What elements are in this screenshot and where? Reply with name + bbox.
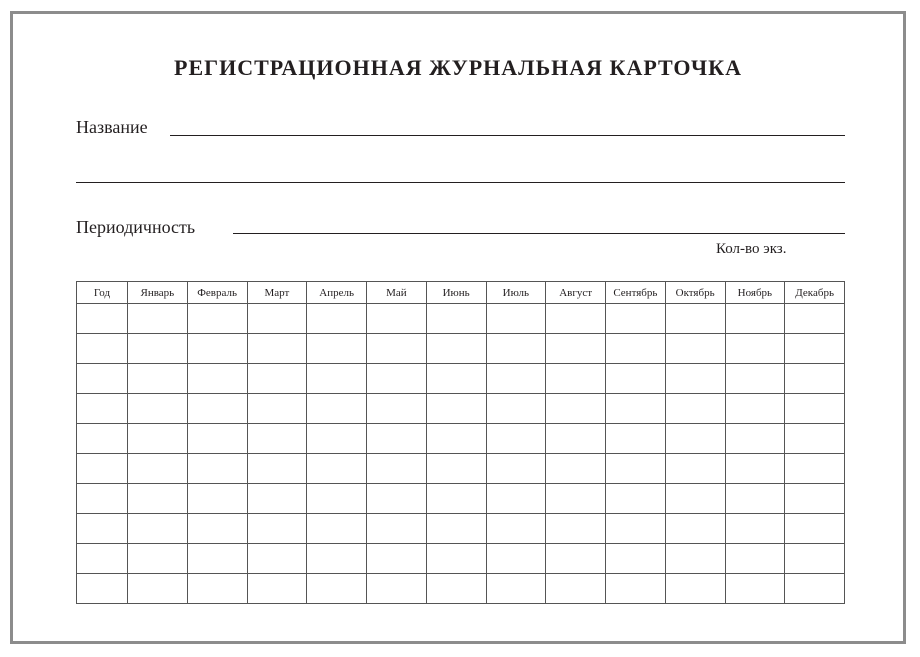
grid-cell[interactable] (606, 394, 666, 424)
grid-cell[interactable] (307, 574, 367, 604)
grid-cell[interactable] (426, 484, 486, 514)
grid-cell[interactable] (426, 424, 486, 454)
grid-cell[interactable] (725, 364, 785, 394)
grid-cell[interactable] (128, 334, 188, 364)
grid-cell[interactable] (606, 424, 666, 454)
grid-cell[interactable] (187, 304, 247, 334)
grid-cell[interactable] (128, 304, 188, 334)
grid-cell[interactable] (307, 364, 367, 394)
grid-cell[interactable] (367, 544, 427, 574)
grid-cell[interactable] (367, 364, 427, 394)
grid-cell[interactable] (247, 364, 307, 394)
header-december: Декабрь (785, 282, 845, 304)
grid-cell[interactable] (247, 424, 307, 454)
copies-label: Кол-во экз. (716, 241, 787, 257)
grid-row (77, 514, 845, 544)
grid-cell[interactable] (486, 424, 546, 454)
grid-cell[interactable] (247, 394, 307, 424)
grid-cell[interactable] (128, 454, 188, 484)
grid-cell[interactable] (307, 454, 367, 484)
grid-cell[interactable] (307, 484, 367, 514)
header-april: Апрель (307, 282, 367, 304)
grid-cell[interactable] (187, 334, 247, 364)
header-year: Год (77, 282, 128, 304)
grid-cell[interactable] (785, 334, 845, 364)
grid-cell[interactable] (486, 454, 546, 484)
grid-cell[interactable] (77, 334, 128, 364)
grid-cell[interactable] (785, 364, 845, 394)
grid-cell[interactable] (725, 484, 785, 514)
grid-cell[interactable] (665, 334, 725, 364)
grid-cell[interactable] (785, 544, 845, 574)
grid-cell[interactable] (247, 454, 307, 484)
grid-cell[interactable] (486, 364, 546, 394)
name-continuation-line[interactable] (76, 182, 845, 183)
grid-cell[interactable] (307, 304, 367, 334)
grid-cell[interactable] (187, 484, 247, 514)
grid-cell[interactable] (606, 514, 666, 544)
grid-cell[interactable] (486, 544, 546, 574)
grid-cell[interactable] (128, 514, 188, 544)
grid-cell[interactable] (426, 394, 486, 424)
grid-row (77, 484, 845, 514)
grid-row (77, 334, 845, 364)
grid-cell[interactable] (606, 484, 666, 514)
grid-cell[interactable] (77, 364, 128, 394)
grid-row (77, 454, 845, 484)
grid-cell[interactable] (606, 364, 666, 394)
grid-cell[interactable] (665, 514, 725, 544)
grid-cell[interactable] (367, 484, 427, 514)
grid-cell[interactable] (486, 514, 546, 544)
grid-cell[interactable] (546, 484, 606, 514)
grid-cell[interactable] (725, 334, 785, 364)
grid-cell[interactable] (546, 424, 606, 454)
grid-cell[interactable] (367, 424, 427, 454)
grid-cell[interactable] (546, 364, 606, 394)
grid-cell[interactable] (128, 574, 188, 604)
grid-cell[interactable] (367, 304, 427, 334)
grid-cell[interactable] (77, 304, 128, 334)
grid-cell[interactable] (77, 484, 128, 514)
grid-cell[interactable] (785, 454, 845, 484)
grid-cell[interactable] (247, 574, 307, 604)
grid-body (77, 304, 845, 604)
registration-card (10, 11, 906, 644)
grid-row (77, 394, 845, 424)
grid-cell[interactable] (426, 514, 486, 544)
grid-cell[interactable] (606, 454, 666, 484)
grid-cell[interactable] (785, 424, 845, 454)
grid-cell[interactable] (128, 424, 188, 454)
grid-cell[interactable] (665, 484, 725, 514)
grid-cell[interactable] (665, 364, 725, 394)
grid-cell[interactable] (486, 394, 546, 424)
grid-cell[interactable] (606, 334, 666, 364)
grid-cell[interactable] (187, 574, 247, 604)
grid-cell[interactable] (606, 304, 666, 334)
grid-cell[interactable] (77, 514, 128, 544)
grid-cell[interactable] (426, 574, 486, 604)
grid-cell[interactable] (725, 394, 785, 424)
header-july: Июль (486, 282, 546, 304)
header-november: Ноябрь (725, 282, 785, 304)
grid-cell[interactable] (187, 514, 247, 544)
grid-row (77, 544, 845, 574)
grid-cell[interactable] (187, 364, 247, 394)
grid-cell[interactable] (77, 544, 128, 574)
grid-cell[interactable] (187, 394, 247, 424)
grid-cell[interactable] (725, 424, 785, 454)
grid-cell[interactable] (546, 394, 606, 424)
header-june: Июнь (426, 282, 486, 304)
periodicity-label: Периодичность (76, 217, 196, 237)
grid-header-row (77, 282, 845, 304)
grid-cell[interactable] (247, 334, 307, 364)
header-february: Февраль (187, 282, 247, 304)
grid-cell[interactable] (665, 424, 725, 454)
grid-cell[interactable] (77, 574, 128, 604)
subscription-grid (76, 281, 845, 604)
grid-cell[interactable] (77, 394, 128, 424)
grid-cell[interactable] (486, 304, 546, 334)
grid-cell[interactable] (307, 394, 367, 424)
header-october: Октябрь (665, 282, 725, 304)
grid-cell[interactable] (367, 454, 427, 484)
grid-cell[interactable] (367, 394, 427, 424)
grid-cell[interactable] (785, 394, 845, 424)
grid-cell[interactable] (247, 514, 307, 544)
grid-cell[interactable] (725, 544, 785, 574)
header-may: Май (367, 282, 427, 304)
header-march: Март (247, 282, 307, 304)
grid-cell[interactable] (307, 334, 367, 364)
grid-cell[interactable] (546, 574, 606, 604)
grid-cell[interactable] (426, 334, 486, 364)
header-september: Сентябрь (606, 282, 666, 304)
header-january: Январь (128, 282, 188, 304)
grid-cell[interactable] (77, 454, 128, 484)
grid-cell[interactable] (426, 544, 486, 574)
grid-cell[interactable] (486, 574, 546, 604)
grid-cell[interactable] (247, 484, 307, 514)
grid-row (77, 364, 845, 394)
grid-cell[interactable] (725, 304, 785, 334)
header-august: Август (546, 282, 606, 304)
grid-cell[interactable] (367, 334, 427, 364)
grid-cell[interactable] (187, 454, 247, 484)
grid-cell[interactable] (247, 544, 307, 574)
grid-cell[interactable] (546, 304, 606, 334)
grid-cell[interactable] (546, 334, 606, 364)
grid-cell[interactable] (247, 304, 307, 334)
grid-cell[interactable] (665, 544, 725, 574)
grid-cell[interactable] (307, 514, 367, 544)
grid-cell[interactable] (606, 574, 666, 604)
grid-cell[interactable] (367, 514, 427, 544)
grid-cell[interactable] (307, 424, 367, 454)
grid-cell[interactable] (546, 514, 606, 544)
grid-cell[interactable] (725, 574, 785, 604)
grid-cell[interactable] (665, 574, 725, 604)
grid-cell[interactable] (785, 574, 845, 604)
grid-cell[interactable] (606, 544, 666, 574)
grid-cell[interactable] (546, 454, 606, 484)
grid-cell[interactable] (367, 574, 427, 604)
grid-cell[interactable] (128, 364, 188, 394)
grid-cell[interactable] (426, 454, 486, 484)
grid-cell[interactable] (77, 424, 128, 454)
grid-cell[interactable] (665, 454, 725, 484)
grid-cell[interactable] (426, 364, 486, 394)
grid-cell[interactable] (486, 484, 546, 514)
grid-cell[interactable] (665, 394, 725, 424)
grid-cell[interactable] (785, 484, 845, 514)
name-label: Название (76, 117, 148, 137)
card-title: РЕГИСТРАЦИОННАЯ ЖУРНАЛЬНАЯ КАРТОЧКА (174, 55, 742, 80)
grid-row (77, 574, 845, 604)
grid-cell[interactable] (785, 514, 845, 544)
grid-cell[interactable] (546, 544, 606, 574)
grid-row (77, 424, 845, 454)
grid-cell[interactable] (725, 514, 785, 544)
grid-cell[interactable] (785, 304, 845, 334)
grid-cell[interactable] (128, 544, 188, 574)
name-field-line[interactable] (170, 135, 845, 136)
grid-cell[interactable] (187, 424, 247, 454)
periodicity-field-line[interactable] (233, 233, 845, 234)
grid-row (77, 304, 845, 334)
grid-cell[interactable] (725, 454, 785, 484)
grid-cell[interactable] (426, 304, 486, 334)
grid-cell[interactable] (128, 484, 188, 514)
grid-cell[interactable] (665, 304, 725, 334)
grid-cell[interactable] (307, 544, 367, 574)
grid-cell[interactable] (486, 334, 546, 364)
grid-cell[interactable] (187, 544, 247, 574)
grid-cell[interactable] (128, 394, 188, 424)
